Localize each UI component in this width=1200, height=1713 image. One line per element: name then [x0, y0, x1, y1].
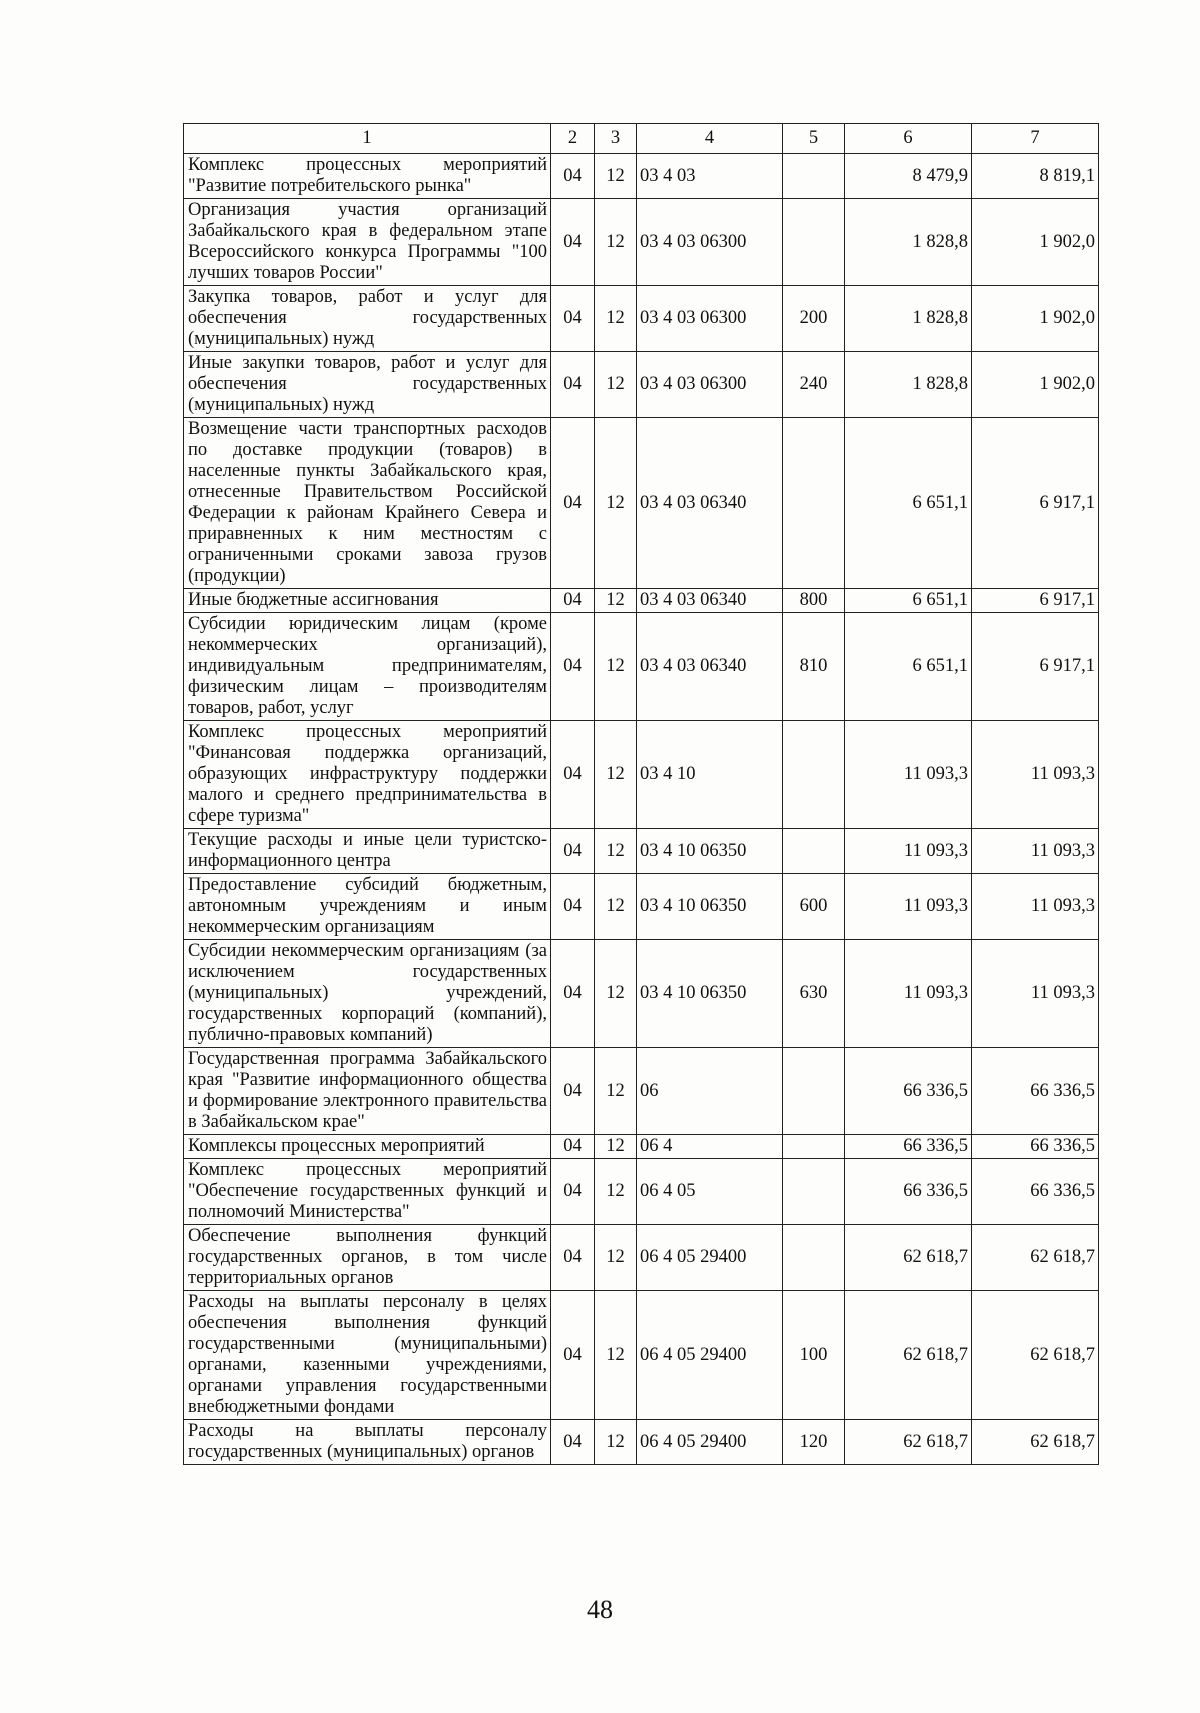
expense-type-cell — [783, 1225, 845, 1291]
section-cell: 04 — [551, 940, 595, 1048]
amount-year1-cell: 62 618,7 — [845, 1225, 972, 1291]
amount-year1-cell: 11 093,3 — [845, 874, 972, 940]
expense-type-cell: 240 — [783, 352, 845, 418]
target-article-cell: 03 4 10 06350 — [637, 829, 783, 874]
amount-year2-cell: 66 336,5 — [972, 1159, 1099, 1225]
subsection-cell: 12 — [595, 1048, 637, 1135]
expense-name-cell: Государственная программа Забайкальского края "Развитие информационного общества и формирование электронного правительства в Забайкальском крае" — [184, 1048, 551, 1135]
section-cell: 04 — [551, 874, 595, 940]
amount-year2-cell: 11 093,3 — [972, 829, 1099, 874]
amount-year2-cell: 11 093,3 — [972, 940, 1099, 1048]
expense-name-cell: Текущие расходы и иные цели туристско-информационного центра — [184, 829, 551, 874]
header-col-6: 6 — [845, 124, 972, 154]
table-row — [184, 1048, 1099, 1135]
section-cell: 04 — [551, 199, 595, 286]
subsection-cell: 12 — [595, 352, 637, 418]
amount-year2-cell: 66 336,5 — [972, 1048, 1099, 1135]
expense-name-cell: Субсидии юридическим лицам (кроме некоммерческих организаций), индивидуальным предпринимателям, физическим лицам – производителям товаров, работ, услуг — [184, 613, 551, 721]
header-row — [184, 124, 1099, 154]
table-row — [184, 1291, 1099, 1420]
expense-type-cell — [783, 154, 845, 199]
target-article-cell: 03 4 03 06300 — [637, 352, 783, 418]
table-row — [184, 1159, 1099, 1225]
expense-type-cell — [783, 829, 845, 874]
expense-name-cell: Субсидии некоммерческим организациям (за исключением государственных (муниципальных) учреждений, государственных корпораций (компаний), публично-правовых компаний) — [184, 940, 551, 1048]
expense-name-cell: Расходы на выплаты персоналу в целях обеспечения выполнения функций государственными (муниципальными) органами, казенными учреждениями, органами управления государственными внебюджетными фондами — [184, 1291, 551, 1420]
header-col-3: 3 — [595, 124, 637, 154]
target-article-cell: 03 4 10 06350 — [637, 874, 783, 940]
target-article-cell: 06 — [637, 1048, 783, 1135]
expense-type-cell: 800 — [783, 589, 845, 613]
target-article-cell: 03 4 03 06340 — [637, 589, 783, 613]
amount-year2-cell: 62 618,7 — [972, 1225, 1099, 1291]
section-cell: 04 — [551, 286, 595, 352]
expense-type-cell — [783, 721, 845, 829]
amount-year2-cell: 6 917,1 — [972, 613, 1099, 721]
expense-name-cell: Иные бюджетные ассигнования — [184, 589, 551, 613]
subsection-cell: 12 — [595, 613, 637, 721]
expense-type-cell — [783, 1048, 845, 1135]
subsection-cell: 12 — [595, 721, 637, 829]
expense-type-cell — [783, 1159, 845, 1225]
subsection-cell: 12 — [595, 940, 637, 1048]
subsection-cell: 12 — [595, 874, 637, 940]
table-row — [184, 352, 1099, 418]
table-row — [184, 829, 1099, 874]
table-row — [184, 721, 1099, 829]
target-article-cell: 03 4 10 06350 — [637, 940, 783, 1048]
target-article-cell: 03 4 03 06340 — [637, 613, 783, 721]
amount-year1-cell: 66 336,5 — [845, 1159, 972, 1225]
section-cell: 04 — [551, 1135, 595, 1159]
table-row — [184, 613, 1099, 721]
section-cell: 04 — [551, 352, 595, 418]
amount-year2-cell: 1 902,0 — [972, 199, 1099, 286]
section-cell: 04 — [551, 1420, 595, 1465]
amount-year1-cell: 6 651,1 — [845, 418, 972, 589]
expense-name-cell: Иные закупки товаров, работ и услуг для обеспечения государственных (муниципальных) нужд — [184, 352, 551, 418]
amount-year2-cell: 11 093,3 — [972, 874, 1099, 940]
page-number: 48 — [587, 1595, 613, 1624]
target-article-cell: 06 4 05 — [637, 1159, 783, 1225]
header-col-5: 5 — [783, 124, 845, 154]
subsection-cell: 12 — [595, 589, 637, 613]
amount-year1-cell: 62 618,7 — [845, 1291, 972, 1420]
target-article-cell: 03 4 03 06300 — [637, 199, 783, 286]
target-article-cell: 03 4 03 — [637, 154, 783, 199]
header-col-1: 1 — [184, 124, 551, 154]
section-cell: 04 — [551, 154, 595, 199]
amount-year2-cell: 62 618,7 — [972, 1291, 1099, 1420]
table-row — [184, 940, 1099, 1048]
amount-year1-cell: 8 479,9 — [845, 154, 972, 199]
table-row — [184, 199, 1099, 286]
subsection-cell: 12 — [595, 829, 637, 874]
expense-name-cell: Комплекс процессных мероприятий "Развитие потребительского рынка" — [184, 154, 551, 199]
table-row — [184, 286, 1099, 352]
amount-year1-cell: 66 336,5 — [845, 1135, 972, 1159]
table-row — [184, 1420, 1099, 1465]
subsection-cell: 12 — [595, 286, 637, 352]
expense-type-cell — [783, 1135, 845, 1159]
table-row — [184, 589, 1099, 613]
expense-type-cell: 120 — [783, 1420, 845, 1465]
amount-year1-cell: 62 618,7 — [845, 1420, 972, 1465]
expense-name-cell: Комплекс процессных мероприятий "Обеспечение государственных функций и полномочий Министерства" — [184, 1159, 551, 1225]
subsection-cell: 12 — [595, 1159, 637, 1225]
amount-year2-cell: 66 336,5 — [972, 1135, 1099, 1159]
section-cell: 04 — [551, 1291, 595, 1420]
expense-name-cell: Расходы на выплаты персоналу государственных (муниципальных) органов — [184, 1420, 551, 1465]
table-row — [184, 874, 1099, 940]
amount-year2-cell: 8 819,1 — [972, 154, 1099, 199]
section-cell: 04 — [551, 418, 595, 589]
header-col-2: 2 — [551, 124, 595, 154]
subsection-cell: 12 — [595, 1225, 637, 1291]
target-article-cell: 06 4 05 29400 — [637, 1291, 783, 1420]
expense-type-cell: 600 — [783, 874, 845, 940]
amount-year2-cell: 1 902,0 — [972, 286, 1099, 352]
amount-year1-cell: 1 828,8 — [845, 352, 972, 418]
amount-year2-cell: 11 093,3 — [972, 721, 1099, 829]
amount-year2-cell: 1 902,0 — [972, 352, 1099, 418]
section-cell: 04 — [551, 1048, 595, 1135]
section-cell: 04 — [551, 829, 595, 874]
table-row — [184, 1225, 1099, 1291]
expense-name-cell: Возмещение части транспортных расходов по доставке продукции (товаров) в населенные пункты Забайкальского края, отнесенные Правительством Российской Федерации к районам Крайнего Севера и приравненных к ним местностям с ограниченными сроками завоза грузов (продукции) — [184, 418, 551, 589]
amount-year1-cell: 1 828,8 — [845, 199, 972, 286]
expense-name-cell: Организация участия организаций Забайкальского края в федеральном этапе Всероссийского конкурса Программы "100 лучших товаров России" — [184, 199, 551, 286]
amount-year1-cell: 11 093,3 — [845, 721, 972, 829]
table-row — [184, 418, 1099, 589]
section-cell: 04 — [551, 721, 595, 829]
expense-type-cell — [783, 418, 845, 589]
budget-table — [183, 123, 1099, 1465]
amount-year1-cell: 6 651,1 — [845, 613, 972, 721]
subsection-cell: 12 — [595, 1291, 637, 1420]
expense-type-cell: 200 — [783, 286, 845, 352]
expense-type-cell: 100 — [783, 1291, 845, 1420]
amount-year2-cell: 6 917,1 — [972, 589, 1099, 613]
target-article-cell: 06 4 — [637, 1135, 783, 1159]
amount-year1-cell: 11 093,3 — [845, 829, 972, 874]
amount-year2-cell: 62 618,7 — [972, 1420, 1099, 1465]
expense-type-cell: 630 — [783, 940, 845, 1048]
expense-name-cell: Обеспечение выполнения функций государственных органов, в том числе территориальных органов — [184, 1225, 551, 1291]
table-body — [184, 154, 1099, 1465]
amount-year1-cell: 6 651,1 — [845, 589, 972, 613]
section-cell: 04 — [551, 613, 595, 721]
amount-year1-cell: 66 336,5 — [845, 1048, 972, 1135]
section-cell: 04 — [551, 1159, 595, 1225]
subsection-cell: 12 — [595, 1420, 637, 1465]
target-article-cell: 03 4 10 — [637, 721, 783, 829]
expense-name-cell: Комплекс процессных мероприятий "Финансовая поддержка организаций, образующих инфраструктуру поддержки малого и среднего предпринимательства в сфере туризма" — [184, 721, 551, 829]
expense-type-cell: 810 — [783, 613, 845, 721]
target-article-cell: 06 4 05 29400 — [637, 1225, 783, 1291]
section-cell: 04 — [551, 589, 595, 613]
expense-name-cell: Предоставление субсидий бюджетным, автономным учреждениям и иным некоммерческим организациям — [184, 874, 551, 940]
target-article-cell: 03 4 03 06340 — [637, 418, 783, 589]
amount-year2-cell: 6 917,1 — [972, 418, 1099, 589]
amount-year1-cell: 1 828,8 — [845, 286, 972, 352]
section-cell: 04 — [551, 1225, 595, 1291]
target-article-cell: 03 4 03 06300 — [637, 286, 783, 352]
expense-name-cell: Закупка товаров, работ и услуг для обеспечения государственных (муниципальных) нужд — [184, 286, 551, 352]
header-col-4: 4 — [637, 124, 783, 154]
subsection-cell: 12 — [595, 154, 637, 199]
expense-type-cell — [783, 199, 845, 286]
table-row — [184, 154, 1099, 199]
subsection-cell: 12 — [595, 1135, 637, 1159]
target-article-cell: 06 4 05 29400 — [637, 1420, 783, 1465]
expense-name-cell: Комплексы процессных мероприятий — [184, 1135, 551, 1159]
table-row — [184, 1135, 1099, 1159]
subsection-cell: 12 — [595, 418, 637, 589]
amount-year1-cell: 11 093,3 — [845, 940, 972, 1048]
header-col-7: 7 — [972, 124, 1099, 154]
subsection-cell: 12 — [595, 199, 637, 286]
